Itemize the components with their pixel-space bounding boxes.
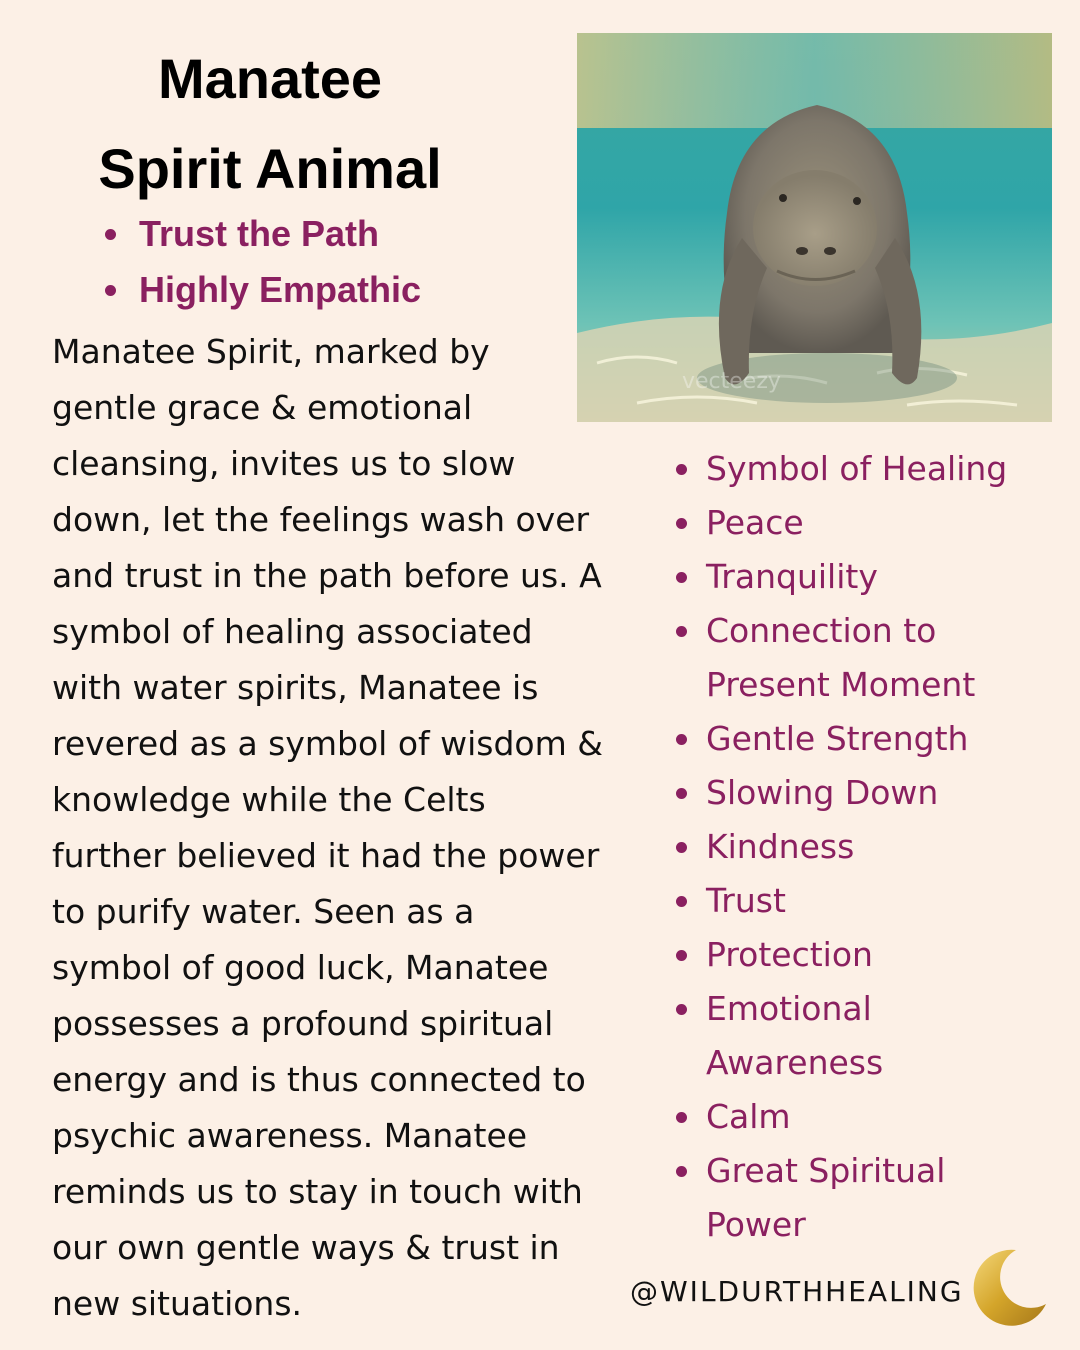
feature-item: Slowing Down [676, 766, 1007, 820]
description-line: with water spirits, Manatee is [52, 668, 539, 707]
page-title [40, 34, 500, 214]
photo-watermark: vecteezy [682, 369, 781, 394]
title-line-1: Manatee [157, 47, 383, 110]
crescent-moon-icon [968, 1246, 1050, 1328]
feature-item: Trust [676, 874, 1007, 928]
description-line: energy and is thus connected to [52, 1060, 586, 1099]
feature-item: Calm [676, 1090, 1007, 1144]
feature-item: Gentle Strength [676, 712, 1007, 766]
description-line: revered as a symbol of wisdom & [52, 724, 603, 763]
description-line: cleansing, invites us to slow [52, 444, 516, 483]
feature-item: Kindness [676, 820, 1007, 874]
description-line: Manatee Spirit, marked by [52, 332, 490, 371]
feature-item: Peace [676, 496, 1007, 550]
description-line: symbol of good luck, Manatee [52, 948, 549, 987]
description-line: further believed it had the power [52, 836, 600, 875]
feature-item: Protection [676, 928, 1007, 982]
description-line: our own gentle ways & trust in [52, 1228, 560, 1267]
description-line: gentle grace & emotional [52, 388, 473, 427]
manatee-photo [577, 33, 1052, 422]
description-line: new situations. [52, 1284, 303, 1323]
feature-list [676, 442, 1007, 1252]
feature-item: Symbol of Healing [676, 442, 1007, 496]
feature-item: Emotional Awareness [676, 982, 1007, 1090]
title-line-2: Spirit Animal [98, 137, 442, 200]
trait-list [105, 206, 421, 318]
description-line: reminds us to stay in touch with [52, 1172, 583, 1211]
description-line: to purify water. Seen as a [52, 892, 475, 931]
description-line: down, let the feelings wash over [52, 500, 590, 539]
feature-item: Great Spiritual Power [676, 1144, 1007, 1252]
feature-item: Tranquility [676, 550, 1007, 604]
description-line: symbol of healing associated [52, 612, 533, 651]
description-line: psychic awareness. Manatee [52, 1116, 528, 1155]
description-paragraph [52, 324, 632, 1332]
description-line: knowledge while the Celts [52, 780, 486, 819]
description-line: and trust in the path before us. A [52, 556, 602, 595]
trait-item: Trust the Path [105, 206, 421, 262]
feature-item: Connection to Present Moment [676, 604, 1007, 712]
description-line: possesses a profound spiritual [52, 1004, 554, 1043]
social-handle[interactable]: @WILDURTHHEALING [630, 1275, 964, 1308]
trait-item: Highly Empathic [105, 262, 421, 318]
